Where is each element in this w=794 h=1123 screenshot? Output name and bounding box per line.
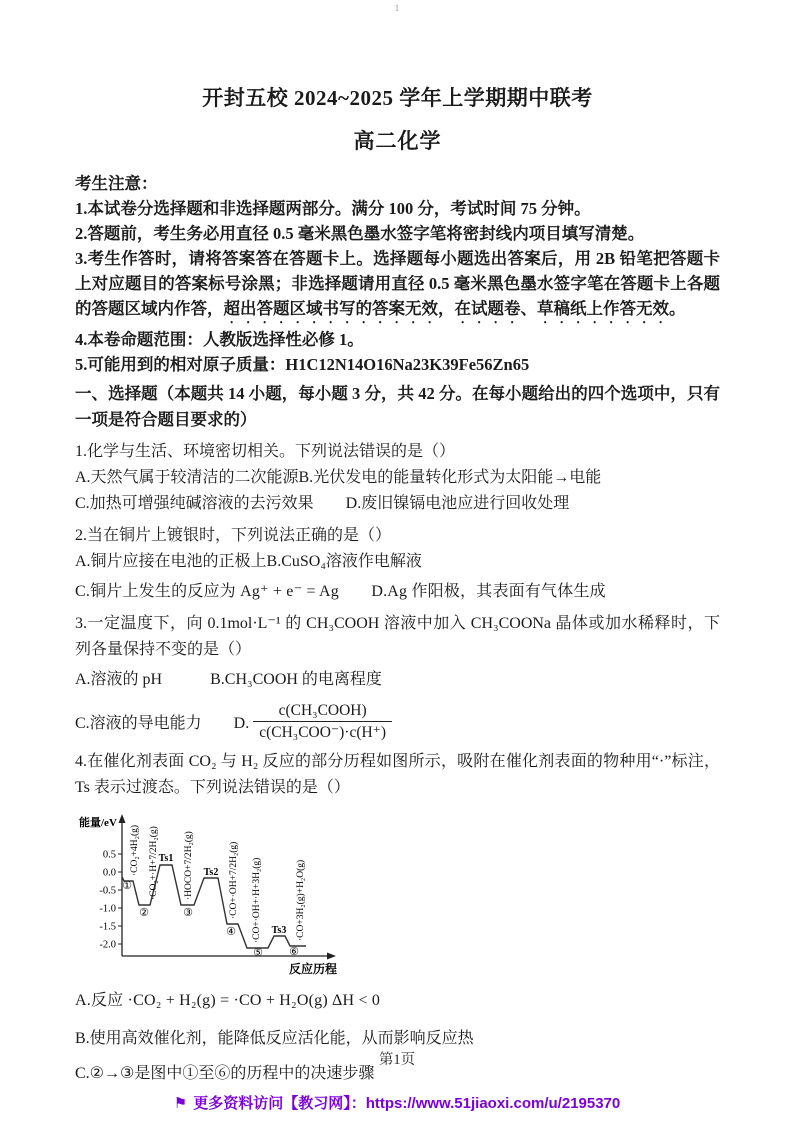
species-label-3: ·HOCO+7/2H₂(g) [184,830,194,900]
energy-profile-figure [77,809,720,986]
footer-promo-bar [0,1092,794,1113]
ytick--1.5: -1.5 [99,921,116,933]
notice-item-4 [75,327,720,352]
transition-state-label-ts1: Ts1 [158,852,174,864]
state-marker-3: ③ [183,906,193,919]
equilibrium-fraction [253,701,392,743]
notice-item-2-text: 2.答题前，考生务必用直径 0.5 毫米黑色墨水签字笔将密封线内项目填写清楚。 [75,224,645,243]
species-label-5: ·CO+·OH+·H+3H₂(g) [252,857,262,943]
notice-item-3-emphasized-text: 超出答题区域书写的答案无效，在试题卷、草稿纸上作答无效。 [223,299,686,318]
notice-title: 考生注意： [75,174,158,193]
state-marker-6: ⑥ [289,945,299,958]
state-marker-5: ⑤ [253,946,263,959]
state-marker-4: ④ [226,925,236,938]
question-4-options [75,988,720,1087]
energy-profile-chart [77,809,357,981]
question-4-stem: 4.在催化剂表面 CO₂ 与 H₂ 反应的部分历程如图所示，吸附在催化剂表面的物种用“·”标注，Ts 表示过渡态。下列说法错误的是（） [75,752,720,796]
fraction-denominator: c(CH₃COO⁻)·c(H⁺) [259,724,387,742]
species-label-6: ·CO+3H₂(g)+H₂O(g) [296,859,306,941]
ytick--1.0: -1.0 [99,903,116,915]
question-1-stem: 1.化学与生活、环境密切相关。下列说法错误的是（） [75,443,456,460]
page-number: 第1页 [378,1052,416,1068]
question-3-options-ab: A.溶液的 pH B.CH₃COOH 的电离程度 [75,671,382,688]
notice-item-2 [75,221,720,246]
ytick-0.5: 0.5 [102,849,116,861]
transition-state-label-ts3: Ts3 [271,924,287,936]
question-4-option-b: B.使用高效催化剂，能降低反应活化能，从而影响反应热 [75,1029,474,1047]
ytick--0.5: -0.5 [99,885,116,897]
ytick-0.0: 0.0 [102,867,116,879]
question-1-options-ab: A.天然气属于较清洁的二次能源B.光伏发电的能量转化形式为太阳能→电能 [75,469,602,486]
promo-link[interactable] [174,1095,621,1112]
exam-title: 开封五校 2024~2025 学年上学期期中联考 [202,86,593,110]
notice-item-3 [75,246,720,327]
question-3-stem: 3.一定温度下，向 0.1mol·L⁻¹ 的 CH₃COOH 溶液中加入 CH₃COONa 晶体或加水稀释时，下列各量保持不变的是（） [75,615,720,658]
y-axis-label: 能量/eV [79,816,117,829]
candidate-notice [75,171,720,377]
species-label-2: ·CO₂+·H+7/2H₂(g) [149,825,159,900]
ytick--2.0: -2.0 [99,939,116,951]
question-1-options-cd: C.加热可增强纯碱溶液的去污效果 D.废旧镍镉电池应进行回收处理 [75,495,570,512]
question-2 [75,523,720,605]
exam-subject-title: 高二化学 [353,129,442,153]
question-3 [75,611,720,743]
question-4-option-c: C.②→③是图中①至⑥的历程中的决速步骤 [75,1064,375,1082]
notice-item-5 [75,352,720,377]
notice-item-1-text: 1.本试卷分选择题和非选择题两部分。满分 100 分，考试时间 75 分钟。 [75,199,591,218]
header-page-mark: 1 [394,3,400,13]
question-3-options-cd [75,701,720,743]
notice-item-1 [75,196,720,221]
state-marker-1: ① [122,879,132,892]
notice-item-3-text: 3.考生作答时，请将答案答在答题卡上。选择题每小题选出答案后，用 2B 铅笔把答题卡上对应题目的答案标号涂黑；非选择题请用直径 0.5 毫米黑色墨水签字笔在答题卡上各题的答题区域内作答， [75,249,720,318]
x-axis-label: 反应历程 [288,961,338,976]
state-marker-2: ② [139,906,149,919]
transition-state-label-ts2: Ts2 [203,866,219,878]
promo-text: 更多资料访问【教习网】：https://www.51jiaoxi.com/u/2195370 [193,1095,621,1112]
x-axis-arrow-icon [327,952,336,959]
page-content [75,0,720,1096]
question-4 [75,749,720,1087]
flag-icon: ⚑ [173,1095,188,1112]
question-2-options-ab: A.铜片应接在电池的正极上B.CuSO₄溶液作电解液 [75,553,422,570]
question-3-option-cd-prefix: C.溶液的导电能力 D. [75,715,250,733]
question-2-stem: 2.当在铜片上镀银时，下列说法正确的是（） [75,527,392,544]
question-1 [75,439,720,517]
notice-item-4-text: 4.本卷命题范围：人教版选择性必修 1。 [75,330,364,349]
species-label-4: ·CO+·OH+7/2H₂(g) [229,841,239,919]
y-axis-arrow-icon [119,814,126,823]
section-heading: 一、选择题（本题共 14 小题，每小题 3 分，共 42 分。在每小题给出的四个选项中，只有一项是符合题目要求的） [75,384,720,429]
notice-item-5-text: 5.可能用到的相对原子质量：H1C12N14O16Na23K39Fe56Zn65 [75,355,530,374]
fraction-numerator: c(CH₃COOH) [253,701,392,722]
species-label-1: ·CO₂+4H₂(g) [130,824,140,876]
question-2-options-cd: C.铜片上发生的反应为 Ag⁺ + e⁻ = Ag D.Ag 作阳极，其表面有气体生成 [75,583,606,600]
question-4-option-a: A.反应 ·CO₂ + H₂(g) = ·CO + H₂O(g) ΔH < 0 [75,991,381,1009]
